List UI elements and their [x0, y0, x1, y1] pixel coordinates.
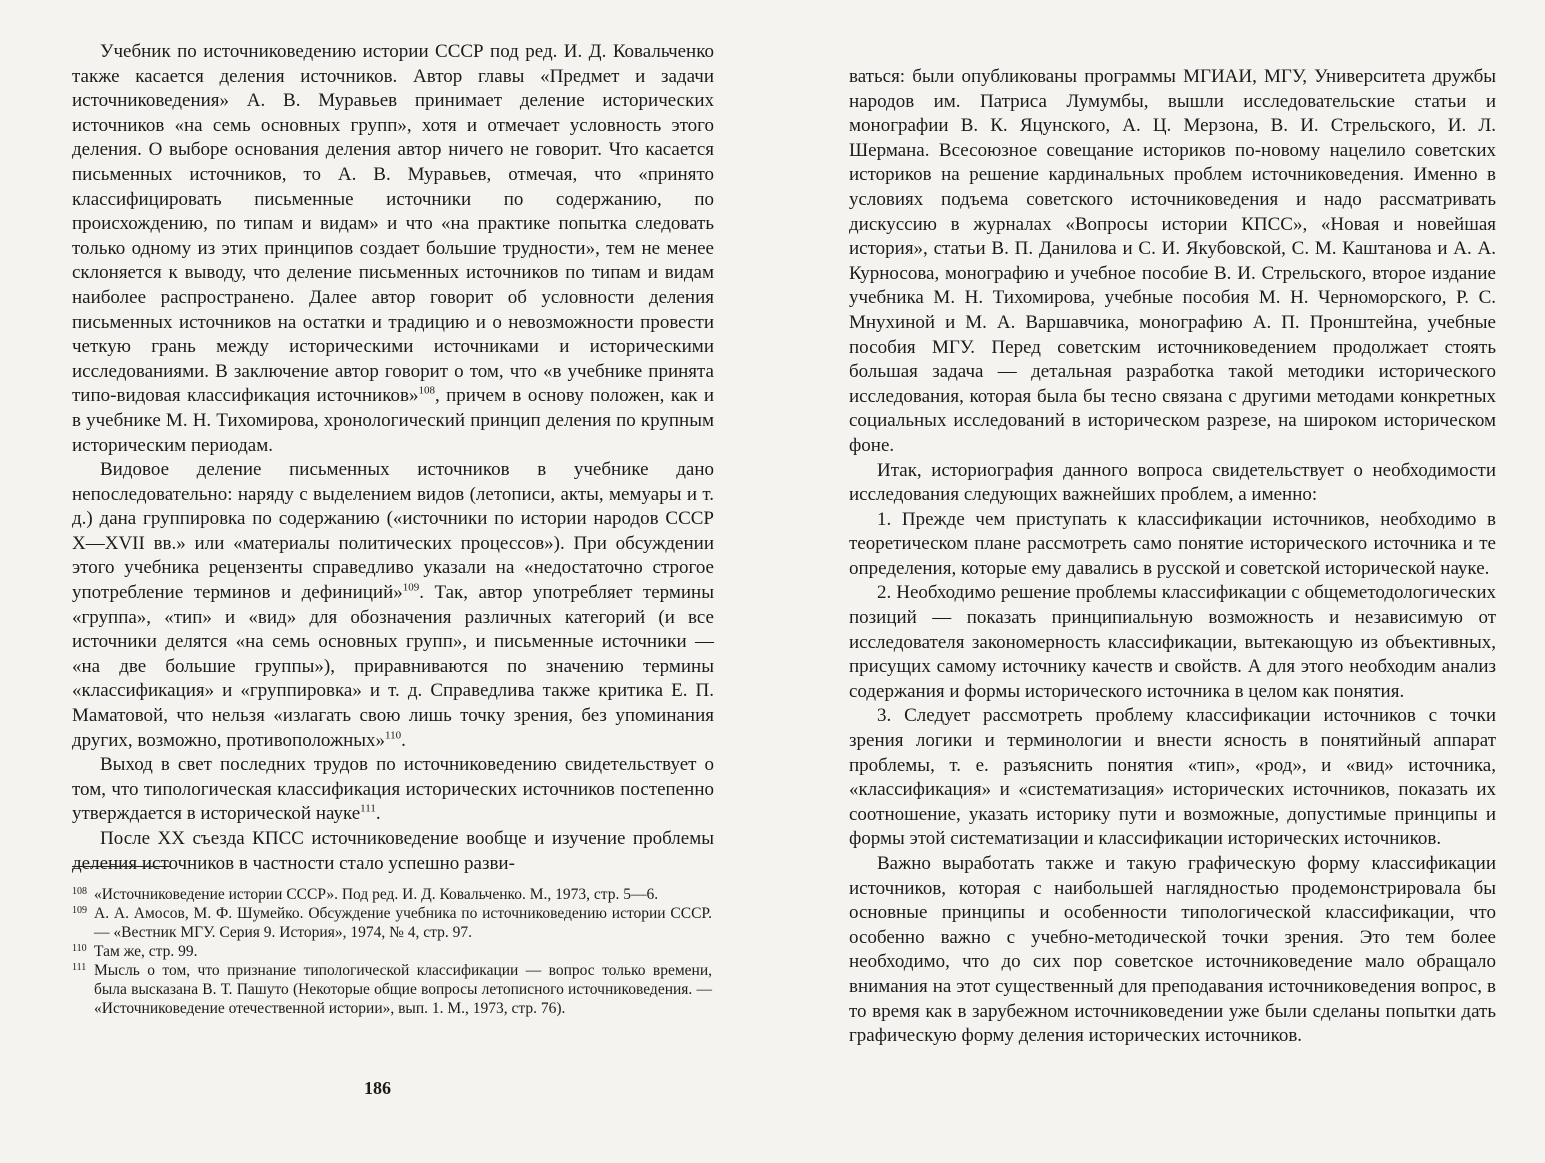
paragraph-text: После XX съезда КПСС источниковедение вообще и изучение проблемы деления источников в частности стало успешно разви- — [72, 828, 714, 874]
right-text-column — [849, 65, 1496, 1049]
right-page — [772, 0, 1545, 1163]
paragraph — [72, 40, 714, 458]
paragraph — [72, 753, 714, 827]
list-item: 1. Прежде чем приступать к классификации источников, необходимо в теоретическом плане рассмотреть само понятие исторического источника и те определения, которые ему давались в русской и советской исторической науке. — [849, 508, 1496, 579]
footnote — [72, 885, 712, 904]
paragraph-text: . — [375, 803, 381, 825]
paragraph-text: . Так, автор употребляет термины «группа», «тип» и «вид» для обозначения различных категорий (и все источники делятся «на семь основных групп», и письменные источники — «на две большие группы»), приравниваются по значению термины «классификация» и «группировка» и т. д. Справедлива также критика Е. П. Маматовой, что нельзя «излагать свою лишь точку зрения, без упоминания других, возможно, противоположных» — [72, 582, 714, 751]
paragraph: Важно выработать также и такую графическую форму классификации источников, которая с наибольшей наглядностью продемонстрировала бы основные принципы и особенности типологической классификации, что особенно важно с учебно-методической точки зрения. Это тем более необходимо, что до сих пор советское источниковедение мало обращало внимания на этот существенный для преподавания источниковедения вопрос, в то время как в зарубежном источниковедении уже были сделаны попытки дать графическую форму деления исторических источников. — [849, 853, 1496, 1047]
footnote-separator — [72, 866, 170, 867]
paragraph-text: , причем в основу положен, как и в учебнике М. Н. Тихомирова, хронологический принцип деления по крупным историческим периодам. — [72, 385, 714, 456]
paragraph-text: Видовое деление письменных источников в учебнике дано непоследовательно: наряду с выделением видов (летописи, акты, мемуары и т. д.) дана группировка по содержанию («источники по истории народов СССР X—XVII вв.» или «материалы политических процессов»). При обсуждении этого учебника рецензенты справедливо указали на «недостаточно строгое употребление терминов и дефиниций» — [72, 459, 714, 604]
footnote-ref: 109 — [402, 581, 420, 594]
paragraph-text: Учебник по источниковедению истории СССР под ред. И. Д. Ковальченко также касается деления источников. Автор главы «Предмет и задачи источниковедения» А. В. Муравьев принимает деление исторических источников «на семь основных групп», хотя и отмечает условность этого деления. О выборе основания деления автор ничего не говорит. Что касается письменных источников, то А. В. Муравьев, отмечая, что «принято классифицировать письменные источники по содержанию, по происхождению, по типам и видам» и что «на практике попытка следовать только одному из этих принципов создает большие трудности», тем не менее склоняется к выводу, что деление письменных источников по типам и видам наиболее распространено. Далее автор говорит об условности деления письменных источников на остатки и традицию и о невозможности провести четкую грань между историческими источниками и историческими исследованиями. В заключение автор говорит о том, что «в учебнике принята типо-видовая классификация источников» — [72, 41, 714, 407]
footnote-number: 111 — [72, 962, 87, 973]
footnote-ref: 111 — [360, 803, 376, 816]
footnote-text: Мысль о том, что признание типологической классификации — вопрос только времени, была высказана В. Т. Пашуто (Некоторые общие вопросы летописного источниковедения. — «Источниковедение отечественной истории», вып. 1. М., 1973, стр. 76). — [94, 962, 712, 1017]
footnote-ref: 108 — [418, 384, 435, 397]
left-text-column — [72, 40, 714, 876]
footnote — [72, 961, 712, 1018]
footnote — [72, 904, 712, 942]
paragraph — [72, 827, 714, 876]
paragraph-text: . — [401, 729, 406, 751]
footnote — [72, 942, 712, 961]
footnote-number: 109 — [72, 905, 87, 916]
list-item: 2. Необходимо решение проблемы классификации с общеметодологических позиций — показать принципиальную возможность и независимую от исследователя закономерность классификации, вытекающую из объективных, присущих самому источнику качеств и свойств. А для этого необходим анализ содержания и формы исторического источника в целом как понятия. — [849, 582, 1496, 702]
paragraph — [72, 458, 714, 753]
footnotes — [72, 885, 712, 1018]
page-number: 186 — [364, 1078, 391, 1098]
paragraph: ваться: были опубликованы программы МГИАИ, МГУ, Университета дружбы народов им. Патриса Лумумбы, вышли исследовательские статьи и монографии В. К. Яцунского, А. Ц. Мерзона, В. И. Стрельского, И. Л. Шермана. Всесоюзное совещание историков по-новому нацелило советских историков на решение кардинальных проблем источниковедения. Именно в условиях подъема советского источниковедения и надо рассматривать дискуссию в журналах «Вопросы истории КПСС», «Новая и новейшая история», статьи В. П. Данилова и С. И. Якубовской, С. М. Каштанова и А. А. Курносова, монографию и учебное пособие В. И. Стрельского, второе издание учебника М. Н. Тихомирова, учебные пособия М. Н. Черноморского, Р. С. Мнухиной и М. А. Варшавчика, монографию А. П. Пронштейна, учебные пособия МГУ. Перед советским источниковедением продолжает стоять большая задача — детальная разработка такой методики исторического исследования, которая была бы тесно связана с другими методами конкретных социальных исследований в историческом разрезе, на широком историческом фоне. — [849, 66, 1496, 456]
footnote-text: «Источниковедение истории СССР». Под ред. И. Д. Ковальченко. М., 1973, стр. 5—6. — [94, 886, 659, 903]
footnote-ref: 110 — [385, 729, 402, 742]
footnote-number: 108 — [72, 886, 87, 897]
footnote-number: 110 — [72, 943, 87, 954]
footnote-text: Там же, стр. 99. — [94, 943, 198, 960]
paragraph: Итак, историография данного вопроса свидетельствует о необходимости исследования следующих важнейших проблем, а именно: — [849, 459, 1496, 506]
paragraph-text: Выход в свет последних трудов по источниковедению свидетельствует о том, что типологическая классификация исторических источников постепенно утверждается в исторической науке — [72, 754, 714, 825]
left-page — [0, 0, 772, 1163]
footnote-text: А. А. Амосов, М. Ф. Шумейко. Обсуждение учебника по источниковедению истории СССР. — «Вестник МГУ. Серия 9. История», 1974, № 4, стр. 97. — [94, 905, 712, 941]
list-item: 3. Следует рассмотреть проблему классификации источников с точки зрения логики и терминологии и внести ясность в понятийный аппарат проблемы, т. е. разъяснить понятия «тип», «род», и «вид» источника, «классификация» и «систематизация» исторических источников, показать их соотношение, указать историку пути и возможные, допустимые принципы и формы этой систематизации и классификации исторических источников. — [849, 705, 1496, 850]
